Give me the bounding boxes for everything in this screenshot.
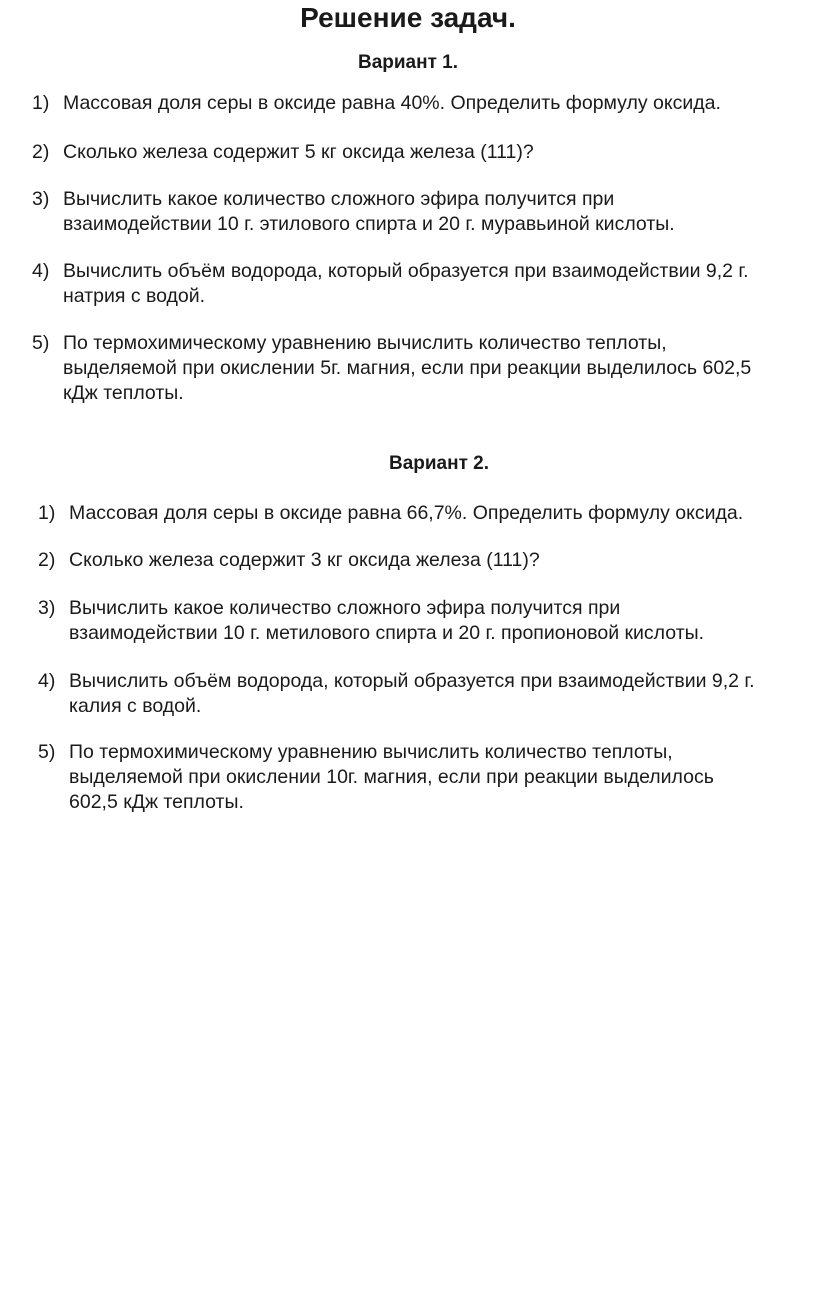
task-number: 1)	[32, 92, 50, 114]
task-number: 3)	[38, 597, 56, 619]
task-text: Сколько железа содержит 3 кг оксида железа (111)?	[69, 549, 540, 571]
task-number: 5)	[32, 332, 50, 354]
task-number: 2)	[38, 549, 56, 571]
task-number: 4)	[32, 260, 50, 282]
task-text: Вычислить объём водорода, который образуется при взаимодействии 9,2 г. натрия с водой.	[63, 260, 749, 307]
task-number: 1)	[38, 502, 56, 524]
task-text: Вычислить какое количество сложного эфира получится при взаимодействии 10 г. этилового спирта и 20 г. муравьиной кислоты.	[63, 188, 675, 235]
task-text: Массовая доля серы в оксиде равна 66,7%. Определить формулу оксида.	[69, 502, 744, 524]
task-text: Вычислить какое количество сложного эфира получится при взаимодействии 10 г. метилового спирта и 20 г. пропионовой кислоты.	[69, 597, 705, 644]
task-number: 2)	[32, 141, 50, 163]
task-text: Вычислить объём водорода, который образуется при взаимодействии 9,2 г. калия с водой.	[69, 670, 755, 717]
task-text: По термохимическому уравнению вычислить количество теплоты, выделяемой при окислении 10г. магния, если при реакции выделилось 602,5 кДж теплоты.	[69, 741, 714, 813]
task-text: Сколько железа содержит 5 кг оксида железа (111)?	[63, 141, 534, 163]
task-text: Массовая доля серы в оксиде равна 40%. Определить формулу оксида.	[63, 92, 721, 114]
variant-1-heading: Вариант 1.	[357, 52, 459, 73]
task-number: 4)	[38, 670, 56, 692]
page-title: Решение задач.	[300, 2, 516, 33]
task-text: По термохимическому уравнению вычислить количество теплоты, выделяемой при окислении 5г. магния, если при реакции выделилось 602,5 кДж теплоты.	[63, 332, 752, 404]
task-number: 5)	[38, 741, 56, 763]
variant-2-heading: Вариант 2.	[388, 453, 490, 474]
task-number: 3)	[32, 188, 50, 210]
